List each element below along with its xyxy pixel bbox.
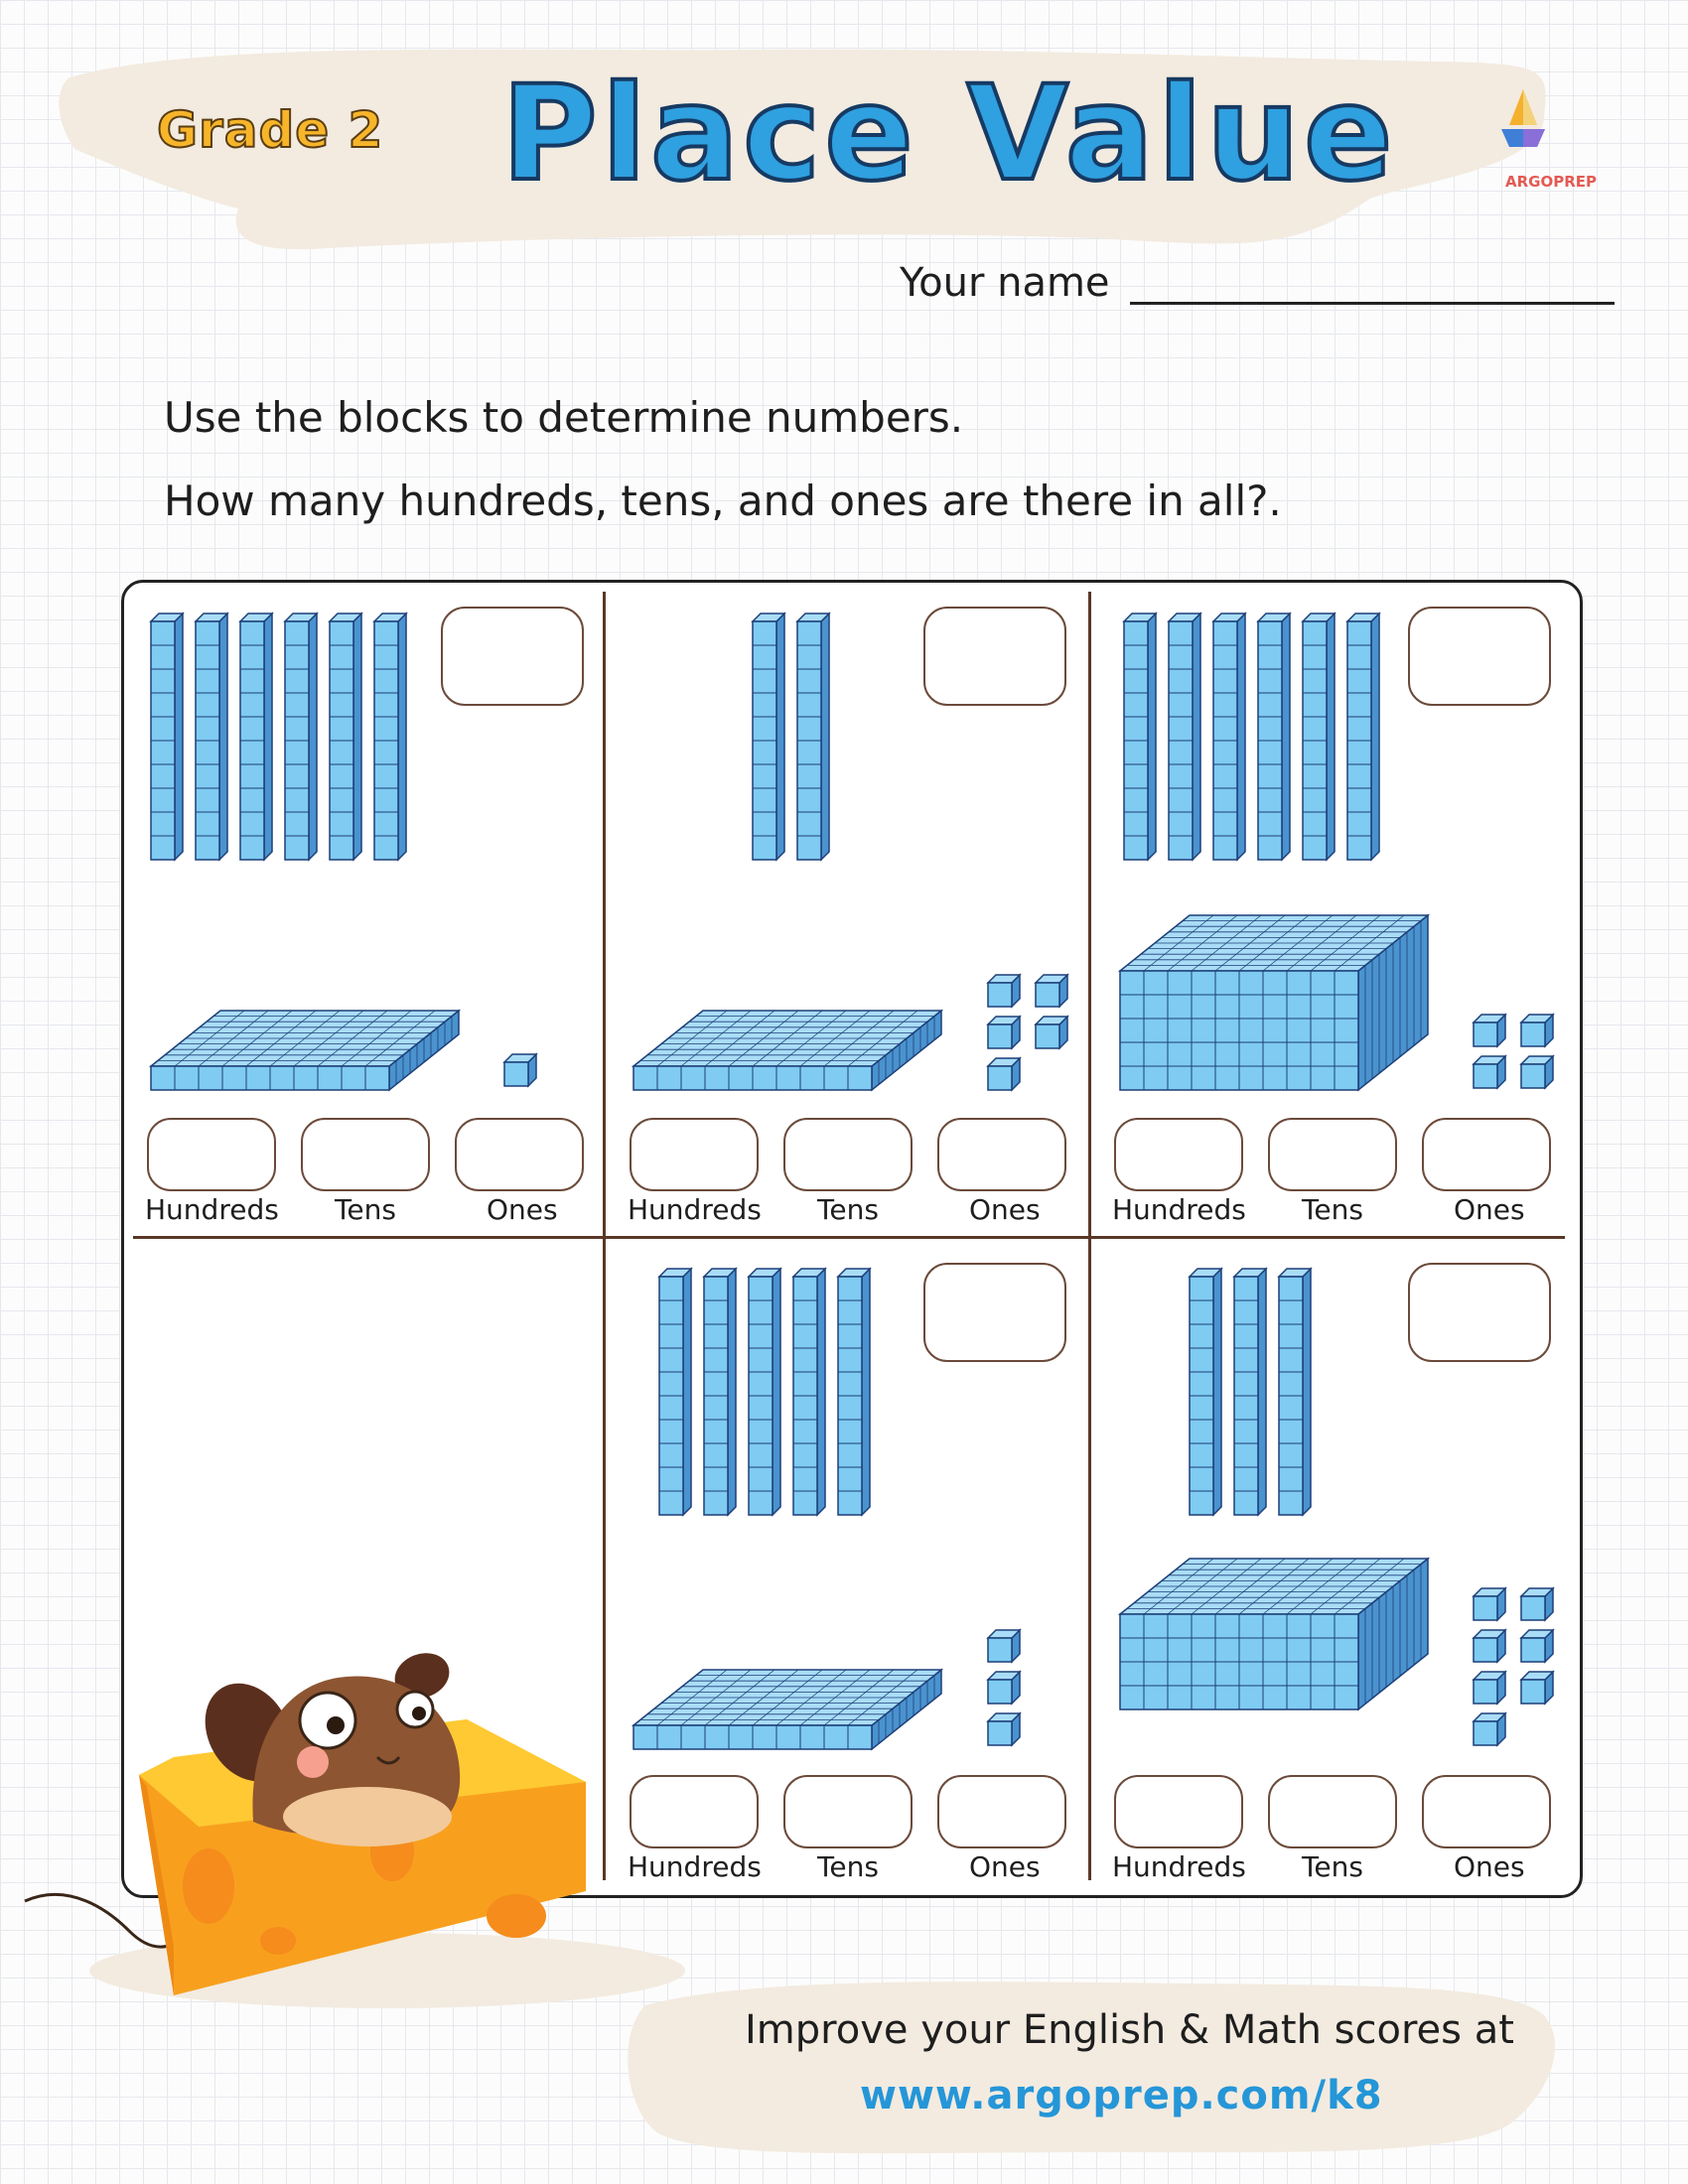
label-ones-1: Ones: [487, 1193, 558, 1226]
label-hundreds-5: Hundreds: [1112, 1850, 1246, 1883]
label-tens-1: Tens: [335, 1193, 396, 1226]
name-label: Your name: [900, 260, 1110, 306]
label-ones-3: Ones: [1454, 1193, 1525, 1226]
grade-label: Grade 2: [157, 101, 384, 159]
label-hundreds-1: Hundreds: [145, 1193, 279, 1226]
mouse-cheek: [297, 1746, 329, 1778]
label-tens-4: Tens: [817, 1850, 879, 1883]
cheese-hole-3: [487, 1894, 546, 1938]
label-hundreds-2: Hundreds: [628, 1193, 762, 1226]
mouse-eye-left: [300, 1693, 355, 1748]
label-tens-2: Tens: [817, 1193, 879, 1226]
label-ones-4: Ones: [969, 1850, 1041, 1883]
mouse-tail: [25, 1894, 174, 1947]
label-hundreds-3: Hundreds: [1112, 1193, 1246, 1226]
label-tens-3: Tens: [1302, 1193, 1363, 1226]
page-title: Place Value: [501, 58, 1397, 210]
mouse-belly: [283, 1787, 452, 1846]
label-tens-5: Tens: [1302, 1850, 1363, 1883]
label-ones-5: Ones: [1454, 1850, 1525, 1883]
cheese-hole-1: [183, 1848, 234, 1924]
footer-text: Improve your English & Math scores at: [745, 2007, 1514, 2053]
cheese-hole-4: [260, 1927, 296, 1955]
instruction-2: How many hundreds, tens, and ones are there in all?.: [164, 477, 1282, 525]
logo-text: ARGOPREP: [1505, 173, 1598, 191]
label-hundreds-4: Hundreds: [628, 1850, 762, 1883]
footer-link[interactable]: www.argoprep.com/k8: [860, 2073, 1383, 2118]
instruction-1: Use the blocks to determine numbers.: [164, 393, 964, 442]
label-ones-2: Ones: [969, 1193, 1041, 1226]
